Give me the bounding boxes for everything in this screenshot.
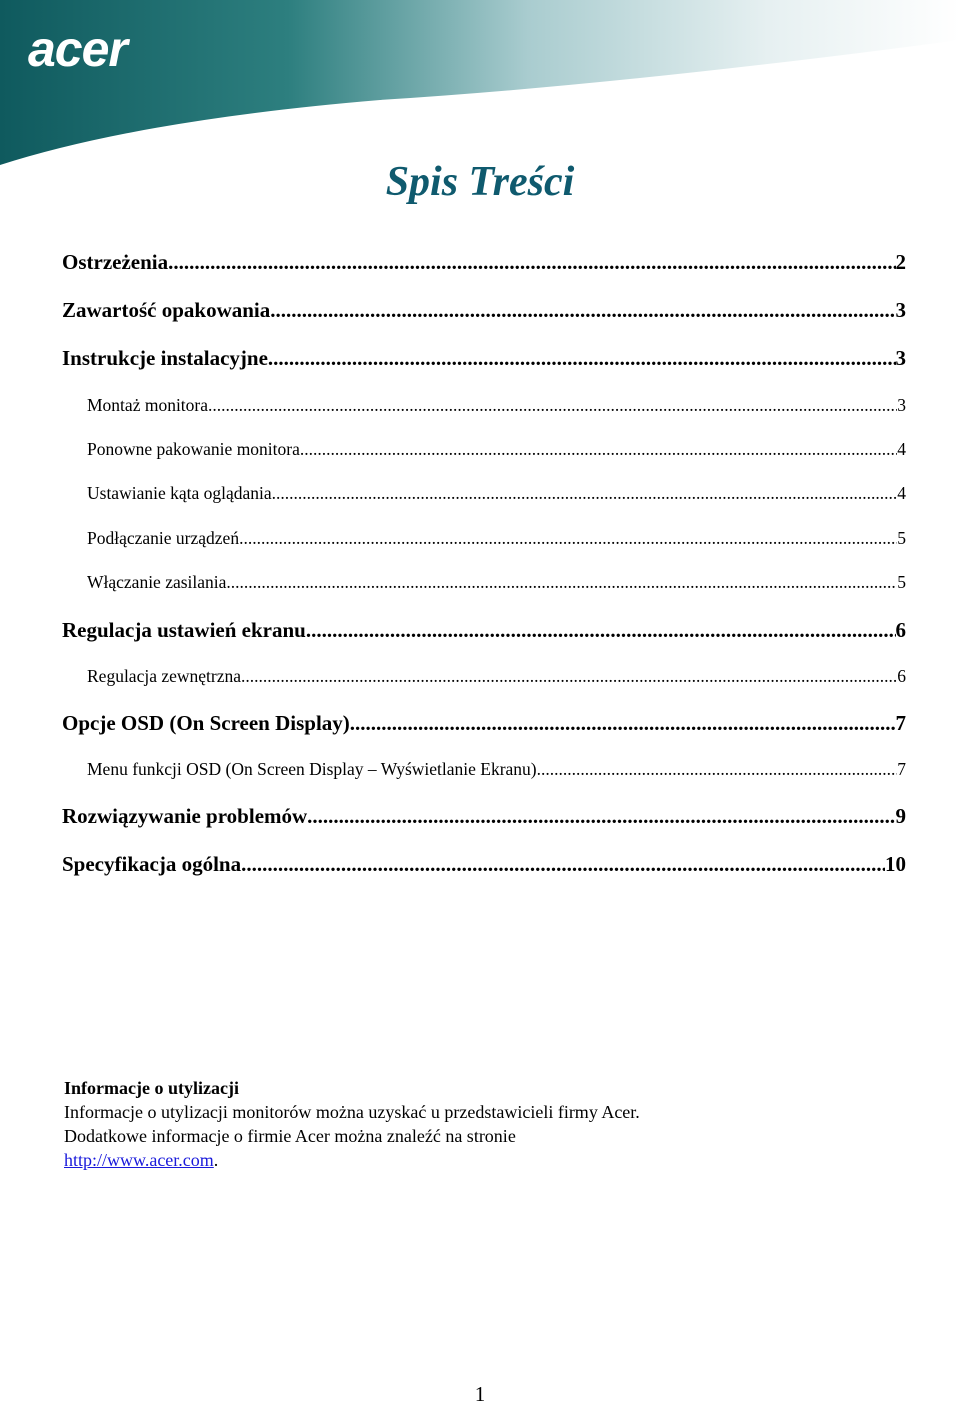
toc-entry[interactable] [87,528,906,549]
toc-entry-label: Regulacja ustawień ekranu [62,618,306,642]
acer-logo: acer [28,21,127,77]
toc-entry-page: 7 [895,711,906,735]
toc-entry-label: Opcje OSD (On Screen Display) [62,711,350,735]
toc-entry[interactable] [87,666,906,687]
toc-entry-page: 3 [895,346,906,370]
toc-entry[interactable] [87,395,906,416]
toc-entry-label: Regulacja zewnętrzna [87,666,242,686]
toc-leader [350,711,896,736]
toc-title: Spis Treści [385,159,575,205]
toc-leader [268,346,896,371]
toc-entry[interactable] [87,572,906,593]
toc-entry[interactable] [62,804,906,829]
toc-entry-page: 2 [895,250,906,274]
toc-entry[interactable] [62,346,906,371]
toc-entry-page: 7 [897,759,906,779]
toc-entry[interactable] [62,711,906,736]
info-heading: Informacje o utylizacji [64,1078,239,1098]
page-number: 1 [474,1382,486,1406]
toc-entry-page: 5 [897,572,906,592]
toc-entry-label: Specyfikacja ogólna [62,852,242,876]
toc-entry[interactable] [62,298,906,323]
toc-leader [307,804,895,829]
header-banner [0,0,960,165]
recycling-info [64,1076,924,1172]
link-suffix: . [213,1150,219,1170]
toc-leader [537,759,898,780]
toc-leader [270,298,895,323]
toc-entry-page: 9 [895,804,906,828]
toc-entry[interactable] [87,759,906,780]
toc-entry-label: Montaż monitora [87,395,209,415]
toc-leader [241,852,885,877]
toc-entry[interactable] [87,483,906,504]
toc-entry-page: 4 [897,439,906,459]
toc-entry-page: 10 [885,852,906,876]
toc-leader [226,572,897,593]
toc-entry-label: Instrukcje instalacyjne [62,346,268,370]
toc-entry-page: 3 [895,298,906,322]
toc-entry-page: 6 [897,666,906,686]
toc-entry[interactable] [62,852,906,877]
toc-entry-label: Rozwiązywanie problemów [62,804,308,828]
toc-entry[interactable] [62,250,906,275]
info-link-line [64,1148,924,1172]
toc-leader [306,618,896,643]
toc-entry-label: Zawartość opakowania [62,298,271,322]
toc-entry[interactable] [62,618,906,643]
toc-entry[interactable] [87,439,906,460]
toc-entry-label: Ustawianie kąta oglądania [87,483,272,503]
toc-entry-label: Ostrzeżenia [62,250,169,274]
toc-entry-page: 3 [897,395,906,415]
toc-leader [168,250,895,275]
toc-entry-label: Ponowne pakowanie monitora [87,439,300,459]
toc-entry-label: Menu funkcji OSD (On Screen Display – Wyświetlanie Ekranu) [87,759,537,779]
toc-leader [300,439,897,460]
toc-leader [239,528,897,549]
toc-entry-label: Włączanie zasilania [87,572,227,592]
acer-website-link[interactable]: http://www.acer.com [64,1150,214,1170]
toc-leader [208,395,897,416]
info-line: Dodatkowe informacje o firmie Acer można znaleźć na stronie [64,1126,516,1146]
toc-entry-page: 4 [897,483,906,503]
toc-entry-label: Podłączanie urządzeń [87,528,240,548]
toc-entry-page: 5 [897,528,906,548]
toc-entry-page: 6 [895,618,906,642]
info-line: Informacje o utylizacji monitorów można uzyskać u przedstawicieli firmy Acer. [64,1102,640,1122]
toc-leader [241,666,897,687]
toc-leader [272,483,898,504]
